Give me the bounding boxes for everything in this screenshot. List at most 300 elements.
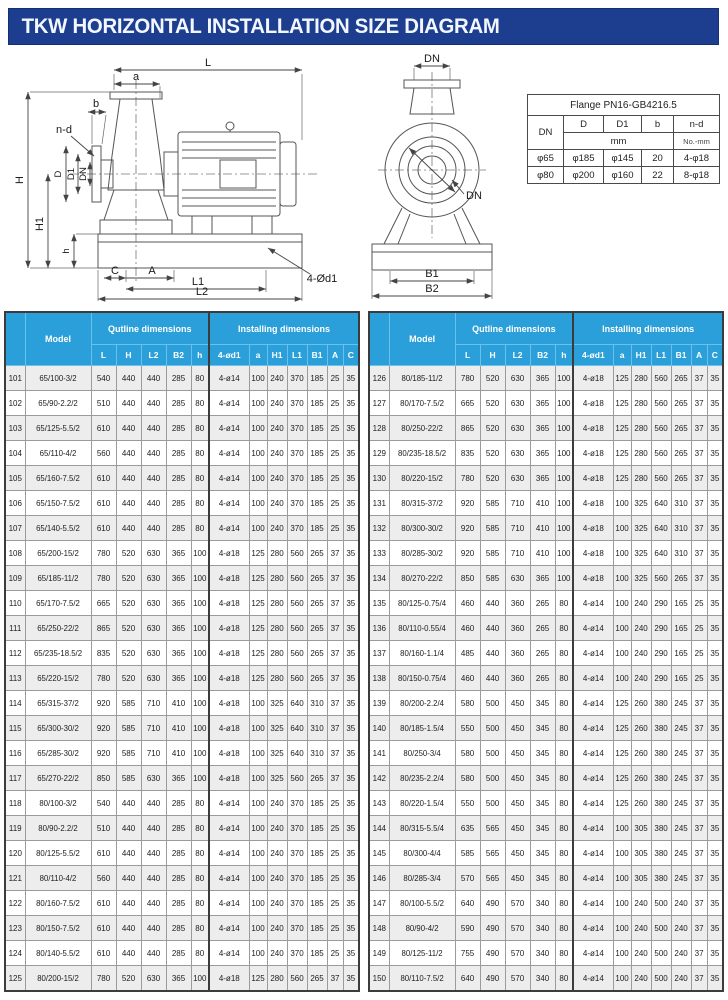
cell: 110 xyxy=(5,591,25,616)
cell: 35 xyxy=(343,891,359,916)
cell: 365 xyxy=(166,641,191,666)
cell: 37 xyxy=(691,891,707,916)
cell: 565 xyxy=(480,841,505,866)
cell: 100 xyxy=(191,691,209,716)
page-title: TKW HORIZONTAL INSTALLATION SIZE DIAGRAM xyxy=(21,14,500,38)
cell: 100 xyxy=(613,891,631,916)
cell: 290 xyxy=(651,616,671,641)
cell: 285 xyxy=(166,816,191,841)
cell: 80 xyxy=(555,641,573,666)
table-row xyxy=(5,941,359,966)
cell: 550 xyxy=(455,791,480,816)
cell: 370 xyxy=(287,391,307,416)
cell: 80/250-3/4 xyxy=(389,741,455,766)
base-plate xyxy=(98,234,302,268)
flange-col-b: b xyxy=(642,116,674,133)
cell: 285 xyxy=(166,441,191,466)
table-row xyxy=(369,441,723,466)
cell: 560 xyxy=(651,566,671,591)
cell: 25 xyxy=(327,791,343,816)
cell: 122 xyxy=(5,891,25,916)
cell: 450 xyxy=(505,766,530,791)
cell: 245 xyxy=(671,691,691,716)
cell: 280 xyxy=(631,466,651,491)
cell: 4-ø14 xyxy=(573,641,613,666)
cell: 80/200-15/2 xyxy=(25,966,91,992)
cell: 285 xyxy=(166,466,191,491)
cell: 35 xyxy=(343,691,359,716)
cell: 4-ø14 xyxy=(209,391,249,416)
cell: 80/110-7.5/2 xyxy=(389,966,455,992)
cell: 65/125-5.5/2 xyxy=(25,416,91,441)
cell: 35 xyxy=(343,766,359,791)
table-row xyxy=(5,741,359,766)
cell: 240 xyxy=(671,916,691,941)
cell: 245 xyxy=(671,816,691,841)
cell: 123 xyxy=(5,916,25,941)
cell: 137 xyxy=(369,641,389,666)
cell: 80 xyxy=(191,466,209,491)
cell: 285 xyxy=(166,841,191,866)
cell: 185 xyxy=(307,941,327,966)
table-row xyxy=(369,366,723,391)
cell: 112 xyxy=(5,641,25,666)
dim-label-L1: L1 xyxy=(191,276,205,288)
cell: 25 xyxy=(327,366,343,391)
cell: 280 xyxy=(267,541,287,566)
cell: 265 xyxy=(307,766,327,791)
cell: 4-ø18 xyxy=(209,641,249,666)
cell: 240 xyxy=(267,441,287,466)
table-row xyxy=(5,441,359,466)
cell: 35 xyxy=(343,841,359,866)
cell: 500 xyxy=(480,716,505,741)
cell: 365 xyxy=(530,366,555,391)
cell: 835 xyxy=(455,441,480,466)
cell: 80/110-0.55/4 xyxy=(389,616,455,641)
cell: 240 xyxy=(267,891,287,916)
cell: 490 xyxy=(480,966,505,992)
cell: 265 xyxy=(671,366,691,391)
header-row-number xyxy=(369,312,389,366)
cell: 4-ø14 xyxy=(573,816,613,841)
cell: 80/270-22/2 xyxy=(389,566,455,591)
cell: 25 xyxy=(327,941,343,966)
cell: 37 xyxy=(691,966,707,992)
header-installing-group: Installing dimensions xyxy=(209,312,359,345)
cell: 440 xyxy=(141,416,166,441)
cell: 80/100-5.5/2 xyxy=(389,891,455,916)
cell: 125 xyxy=(249,666,267,691)
cell: 143 xyxy=(369,791,389,816)
cell: 4-ø18 xyxy=(573,541,613,566)
cell: 80 xyxy=(555,616,573,641)
dim-label-B1: B1 xyxy=(425,268,439,280)
cell: 245 xyxy=(671,766,691,791)
cell: 185 xyxy=(307,841,327,866)
cell: 560 xyxy=(287,541,307,566)
cell: 440 xyxy=(116,516,141,541)
cell: 780 xyxy=(455,466,480,491)
cell: 240 xyxy=(267,466,287,491)
cell: 37 xyxy=(691,466,707,491)
cell: 360 xyxy=(505,666,530,691)
cell: 265 xyxy=(671,466,691,491)
cell: 100 xyxy=(555,441,573,466)
cell: 365 xyxy=(530,566,555,591)
table-row xyxy=(5,766,359,791)
cell: 865 xyxy=(455,416,480,441)
cell: 630 xyxy=(141,566,166,591)
table-row xyxy=(369,641,723,666)
cell: 80/125-0.75/4 xyxy=(389,591,455,616)
cell: 80/125-5.5/2 xyxy=(25,841,91,866)
cell: 25 xyxy=(691,616,707,641)
table-row xyxy=(5,391,359,416)
cell: 260 xyxy=(631,791,651,816)
cell: 450 xyxy=(505,791,530,816)
cell: 103 xyxy=(5,416,25,441)
dim-label-DN-side: DN xyxy=(466,190,482,202)
cell: 585 xyxy=(116,691,141,716)
cell: 310 xyxy=(671,491,691,516)
cell: 380 xyxy=(651,866,671,891)
cell: 4-ø14 xyxy=(209,916,249,941)
cell: 185 xyxy=(307,516,327,541)
cell: 610 xyxy=(91,416,116,441)
cell: 440 xyxy=(116,391,141,416)
cell: 37 xyxy=(327,741,343,766)
cell: 65/220-15/2 xyxy=(25,666,91,691)
cell: 560 xyxy=(287,666,307,691)
table-row xyxy=(5,791,359,816)
cell: 125 xyxy=(249,616,267,641)
cell: 148 xyxy=(369,916,389,941)
cell: 440 xyxy=(141,891,166,916)
cell: 35 xyxy=(707,366,723,391)
cell: 100 xyxy=(191,966,209,992)
cell: 35 xyxy=(343,516,359,541)
cell: 500 xyxy=(480,741,505,766)
cell: 500 xyxy=(651,941,671,966)
cell: 370 xyxy=(287,841,307,866)
cell: 37 xyxy=(327,716,343,741)
header-L: L xyxy=(455,345,480,366)
cell: 65/235-18.5/2 xyxy=(25,641,91,666)
cell: 100 xyxy=(613,591,631,616)
cell: 265 xyxy=(671,566,691,591)
cell: 35 xyxy=(707,491,723,516)
cell: 35 xyxy=(343,366,359,391)
cell: 265 xyxy=(307,641,327,666)
dim-label-DN: DN xyxy=(78,167,89,181)
cell: 610 xyxy=(91,941,116,966)
cell: 4-ø18 xyxy=(573,466,613,491)
cell: 460 xyxy=(455,666,480,691)
cell: 37 xyxy=(327,616,343,641)
cell: 80 xyxy=(191,366,209,391)
cell: 240 xyxy=(631,666,651,691)
cell: φ145 xyxy=(604,150,642,167)
cell: 100 xyxy=(613,491,631,516)
cell: 285 xyxy=(166,866,191,891)
cell: 144 xyxy=(369,816,389,841)
cell: 165 xyxy=(671,641,691,666)
cell: 585 xyxy=(480,541,505,566)
dim-label-4-d1: 4-Ød1 xyxy=(306,273,338,285)
cell: 80/315-5.5/4 xyxy=(389,816,455,841)
cell: 4-ø14 xyxy=(573,941,613,966)
cell: 80 xyxy=(555,741,573,766)
cell: 114 xyxy=(5,691,25,716)
dim-label-D: D xyxy=(53,170,64,178)
cell: 100 xyxy=(613,641,631,666)
cell: 100 xyxy=(249,466,267,491)
title-bar xyxy=(8,8,719,45)
cell: 310 xyxy=(671,516,691,541)
cell: 80 xyxy=(555,966,573,992)
table-row xyxy=(5,691,359,716)
cell: 665 xyxy=(91,591,116,616)
cell: 325 xyxy=(267,766,287,791)
cell: 370 xyxy=(287,941,307,966)
flange-col-d: D xyxy=(564,116,604,133)
cell: 585 xyxy=(480,491,505,516)
cell: 4-ø14 xyxy=(573,891,613,916)
cell: 340 xyxy=(530,941,555,966)
flange-table-title: Flange PN16-GB4216.5 xyxy=(528,95,720,116)
cell: 310 xyxy=(307,741,327,766)
cell: 450 xyxy=(505,691,530,716)
cell: 610 xyxy=(91,841,116,866)
cell: 450 xyxy=(505,716,530,741)
cell: 450 xyxy=(505,816,530,841)
cell: 560 xyxy=(287,641,307,666)
cell: 35 xyxy=(707,766,723,791)
cell: 100 xyxy=(555,416,573,441)
cell: 100 xyxy=(613,566,631,591)
cell: 265 xyxy=(530,591,555,616)
cell: 4-ø14 xyxy=(573,966,613,992)
cell: 65/200-15/2 xyxy=(25,541,91,566)
cell: 25 xyxy=(327,466,343,491)
cell: 365 xyxy=(166,566,191,591)
cell: 65/140-5.5/2 xyxy=(25,516,91,541)
table-row xyxy=(5,416,359,441)
cell: 240 xyxy=(267,516,287,541)
cell: 80/140-5.5/2 xyxy=(25,941,91,966)
cell: φ80 xyxy=(528,167,564,184)
cell: 37 xyxy=(691,791,707,816)
cell: 35 xyxy=(707,866,723,891)
cell: 245 xyxy=(671,866,691,891)
cell: 100 xyxy=(249,516,267,541)
cell: 37 xyxy=(691,941,707,966)
cell: 240 xyxy=(671,966,691,992)
cell: 80/100-3/2 xyxy=(25,791,91,816)
table-row xyxy=(369,916,723,941)
cell: 80/220-1.5/4 xyxy=(389,791,455,816)
dim-label-DN-top: DN xyxy=(424,53,440,65)
cell: 380 xyxy=(651,841,671,866)
header-model: Model xyxy=(25,312,91,366)
cell: 4-ø18 xyxy=(573,366,613,391)
cell: 640 xyxy=(455,966,480,992)
cell: 460 xyxy=(455,591,480,616)
cell: 240 xyxy=(631,941,651,966)
cell: 116 xyxy=(5,741,25,766)
cell: 100 xyxy=(249,391,267,416)
cell: 149 xyxy=(369,941,389,966)
cell: 113 xyxy=(5,666,25,691)
cell: 410 xyxy=(530,491,555,516)
cell: 240 xyxy=(631,591,651,616)
cell: 560 xyxy=(651,391,671,416)
cell: 440 xyxy=(141,841,166,866)
header-a: a xyxy=(249,345,267,366)
cell: 265 xyxy=(307,591,327,616)
cell: 125 xyxy=(613,366,631,391)
cell: 240 xyxy=(267,841,287,866)
cell: 560 xyxy=(287,591,307,616)
cell: 370 xyxy=(287,891,307,916)
cell: 500 xyxy=(651,891,671,916)
cell: 285 xyxy=(166,791,191,816)
cell: 560 xyxy=(651,466,671,491)
cell: 35 xyxy=(343,866,359,891)
cell: 410 xyxy=(166,741,191,766)
cell: 100 xyxy=(249,866,267,891)
table-row xyxy=(5,841,359,866)
cell: 380 xyxy=(651,816,671,841)
cell: 410 xyxy=(166,716,191,741)
cell: 25 xyxy=(691,666,707,691)
cell: 35 xyxy=(707,966,723,992)
cell: 124 xyxy=(5,941,25,966)
cell: 440 xyxy=(141,866,166,891)
table-row xyxy=(528,150,720,167)
table-row xyxy=(5,616,359,641)
cell: 65/160-7.5/2 xyxy=(25,466,91,491)
cell: 145 xyxy=(369,841,389,866)
cell: 141 xyxy=(369,741,389,766)
cell: 265 xyxy=(530,666,555,691)
cell: 35 xyxy=(343,966,359,992)
cell: 80 xyxy=(191,941,209,966)
cell: 185 xyxy=(307,816,327,841)
cell: 260 xyxy=(631,766,651,791)
cell: 4-ø18 xyxy=(209,966,249,992)
cell: 100 xyxy=(555,566,573,591)
cell: 570 xyxy=(505,966,530,992)
cell: 185 xyxy=(307,916,327,941)
cell: 100 xyxy=(249,691,267,716)
cell: 138 xyxy=(369,666,389,691)
cell: 630 xyxy=(505,416,530,441)
cell: 4-ø18 xyxy=(209,691,249,716)
cell: 440 xyxy=(480,666,505,691)
cell: 4-ø18 xyxy=(573,566,613,591)
cell: 850 xyxy=(455,566,480,591)
cell: 80 xyxy=(191,441,209,466)
cell: 570 xyxy=(505,941,530,966)
cell: 520 xyxy=(116,616,141,641)
cell: 240 xyxy=(267,416,287,441)
table-row xyxy=(369,841,723,866)
cell: 780 xyxy=(455,366,480,391)
table-row xyxy=(369,591,723,616)
cell: 100 xyxy=(613,666,631,691)
cell: 185 xyxy=(307,466,327,491)
cell: 325 xyxy=(267,716,287,741)
cell: 280 xyxy=(267,591,287,616)
flange-unit-no-mm: No.-mm xyxy=(674,133,720,150)
table-row xyxy=(5,466,359,491)
cell: 570 xyxy=(505,891,530,916)
cell: 117 xyxy=(5,766,25,791)
cell: 280 xyxy=(267,566,287,591)
cell: 80 xyxy=(555,941,573,966)
cell: 4-ø14 xyxy=(209,416,249,441)
cell: 25 xyxy=(327,816,343,841)
cell: 630 xyxy=(505,366,530,391)
cell: 132 xyxy=(369,516,389,541)
cell: 37 xyxy=(691,741,707,766)
cell: 105 xyxy=(5,466,25,491)
cell: 540 xyxy=(91,366,116,391)
cell: 100 xyxy=(613,516,631,541)
cell: 640 xyxy=(287,691,307,716)
header-row-number xyxy=(5,312,25,366)
cell: 35 xyxy=(343,591,359,616)
cell: 365 xyxy=(166,541,191,566)
cell: 520 xyxy=(116,666,141,691)
cell: 165 xyxy=(671,616,691,641)
cell: 100 xyxy=(249,791,267,816)
cell: 630 xyxy=(141,541,166,566)
cell: 4-ø14 xyxy=(209,891,249,916)
cell: 280 xyxy=(631,416,651,441)
cell: 37 xyxy=(691,541,707,566)
cell: 265 xyxy=(307,616,327,641)
cell: 37 xyxy=(327,966,343,992)
cell: 100 xyxy=(613,941,631,966)
cell: 139 xyxy=(369,691,389,716)
cell: 285 xyxy=(166,416,191,441)
cell: 380 xyxy=(651,741,671,766)
cell: 118 xyxy=(5,791,25,816)
cell: 35 xyxy=(343,541,359,566)
cell: 125 xyxy=(613,741,631,766)
cell: 80 xyxy=(555,891,573,916)
cell: 340 xyxy=(530,916,555,941)
header-B2: B2 xyxy=(166,345,191,366)
cell: 780 xyxy=(91,566,116,591)
cell: 102 xyxy=(5,391,25,416)
cell: 240 xyxy=(671,941,691,966)
table-row xyxy=(369,616,723,641)
cell: 570 xyxy=(455,866,480,891)
cell: 80 xyxy=(555,816,573,841)
cell: 133 xyxy=(369,541,389,566)
flange-col-dn: DN xyxy=(528,116,564,150)
cell: 80 xyxy=(191,891,209,916)
table-row xyxy=(369,666,723,691)
cell: 25 xyxy=(327,841,343,866)
cell: 125 xyxy=(249,966,267,992)
table-row xyxy=(5,641,359,666)
cell: 35 xyxy=(707,616,723,641)
